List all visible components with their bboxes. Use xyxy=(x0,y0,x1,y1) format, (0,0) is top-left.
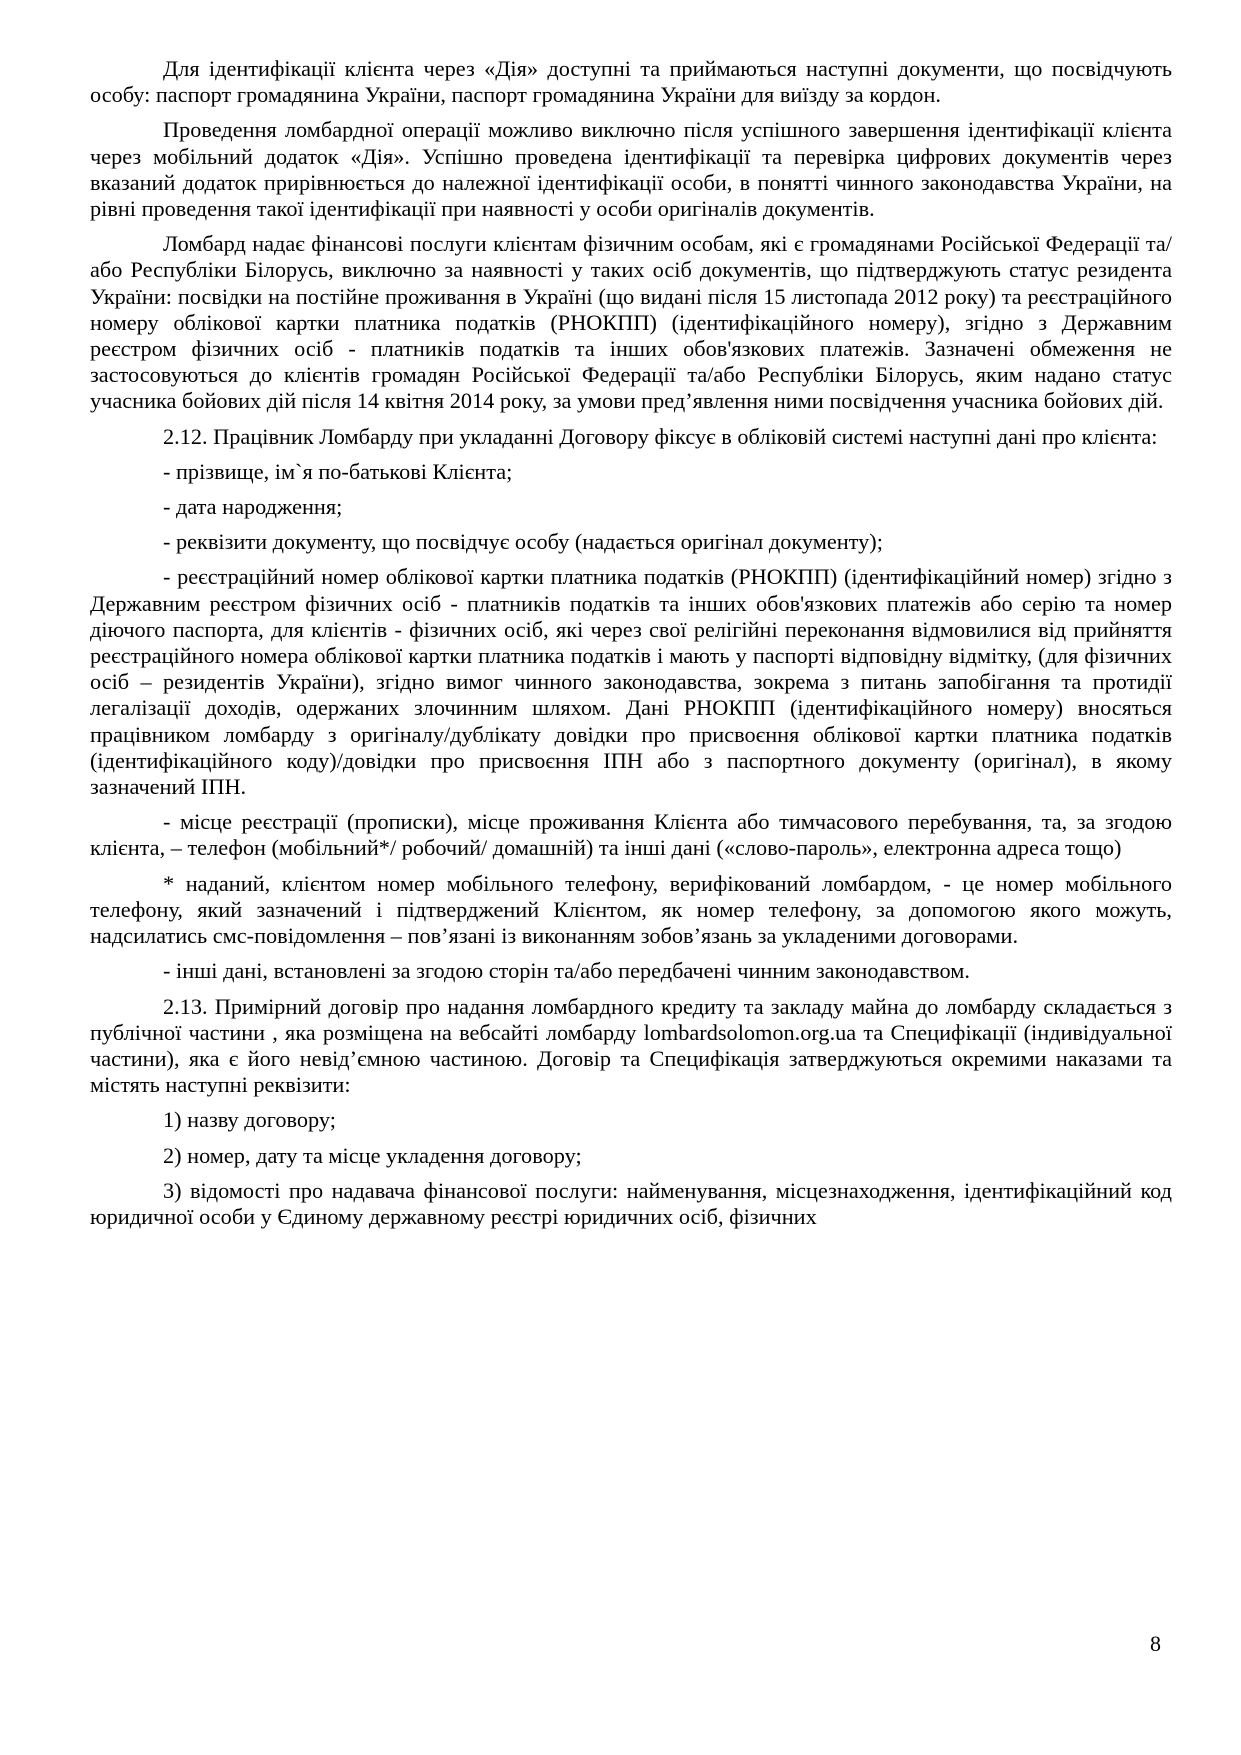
page-number: 8 xyxy=(1150,1631,1161,1656)
list-item-contract-number: 2) номер, дату та місце укладення договору; xyxy=(163,1142,582,1168)
list-item-provider-info: 3) відомості про надавача фінансової послуги: найменування, місцезнаходження, ідентифікаційний код юридичної особи у Єдиному державному реєстрі юридичних осіб, фізичних xyxy=(90,1177,1172,1229)
list-item-contract-name: 1) назву договору; xyxy=(163,1107,336,1133)
paragraph-section-2-13: 2.13. Примірний договір про надання ломбардного кредиту та закладу майна до ломбарду складається з публічної частини , яка розміщена на вебсайті ломбарду lombardsolomon.org.ua та Специфікації (індивідуальної частини), яка є його невід’ємною частиною. Договір та Специфікація затверджуються окремими наказами та містять наступні реквізити: xyxy=(90,993,1172,1098)
paragraph-rf-rb-clients: Ломбард надає фінансові послуги клієнтам фізичним особам, які є громадянами Російської Федерації та/або Республіки Білорусь, виключно за наявності у таких осіб документів, що підтверджують статус резидента України: посвідки на постійне проживання в Україні (що видані після 15 листопада 2012 року) та реєстраційного номеру облікової картки платника податків (РНОКПП) (ідентифікаційного номеру), згідно з Державним реєстром фізичних осіб - платників податків та інших обов'язкових платежів. Зазначені обмеження не застосовуються до клієнтів громадян Російської Федерації та/або Республіки Білорусь, яким надано статус учасника бойових дій після 14 квітня 2014 року, за умови пред’явлення ними посвідчення учасника бойових дій. xyxy=(90,231,1172,414)
paragraph-diia-documents: Для ідентифікації клієнта через «Дія» доступні та приймаються наступні документи, що посвідчують особу: паспорт громадянина України, паспорт громадянина України для виїзду за кордон. xyxy=(90,56,1172,108)
paragraph-diia-identification: Проведення ломбардної операції можливо виключно після успішного завершення ідентифікації клієнта через мобільний додаток «Дія». Успішно проведена ідентифікації та перевірка цифрових документів через вказаний додаток прирівнюється до належної ідентифікації особи, в понятті чинного законодавства України, на рівні проведення такої ідентифікації при наявності у особи оригіналів документів. xyxy=(90,117,1172,222)
list-item-tax-number: - реєстраційний номер облікової картки платника податків (РНОКПП) (ідентифікаційний номер) згідно з Державним реєстром фізичних осіб - платників податків та інших обов'язкових платежів або серію та номер діючого паспорта, для клієнтів - фізичних осіб, які через свої релігійні переконання відмовилися від прийняття реєстраційного номера облікової картки платника податків і мають у паспорті відповідну відмітку, (для фізичних осіб – резидентів України), згідно вимог чинного законодавства, зокрема з питань запобігання та протидії легалізації доходів, одержаних злочинним шляхом. Дані РНОКПП (ідентифікаційного номеру) вносяться працівником ломбарду з оригіналу/дублікату довідки про присвоєння облікової картки платника податків (ідентифікаційного коду)/довідки про присвоєння ІПН або з паспортного документу (оригінал), в якому зазначений ІПН. xyxy=(90,564,1172,800)
paragraph-section-2-12: 2.12. Працівник Ломбарду при укладанні Договору фіксує в обліковій системі наступні дані про клієнта: xyxy=(163,423,1158,449)
list-item-id-document: - реквізити документу, що посвідчує особу (надається оригінал документу); xyxy=(163,529,883,555)
footnote-mobile-phone: * наданий, клієнтом номер мобільного телефону, верифікований ломбардом, - це номер мобільного телефону, який зазначений і підтверджений Клієнтом, як номер телефону, за допомогою якого можуть, надсилатись смс-повідомлення – пов’язані із виконанням зобов’язань за укладеними договорами. xyxy=(90,870,1172,949)
document-body xyxy=(90,56,1172,1239)
list-item-birth-date: - дата народження; xyxy=(163,494,343,520)
list-item-full-name: - прізвище, ім`я по-батькові Клієнта; xyxy=(163,458,513,484)
list-item-other-data: - інші дані, встановлені за згодою сторін та/або передбачені чинним законодавством. xyxy=(163,958,970,984)
list-item-address-phone: - місце реєстрації (прописки), місце проживання Клієнта або тимчасового перебування, та, за згодою клієнта, – телефон (мобільний*/ робочий/ домашній) та інші дані («слово-пароль», електронна адреса тощо) xyxy=(90,809,1172,861)
